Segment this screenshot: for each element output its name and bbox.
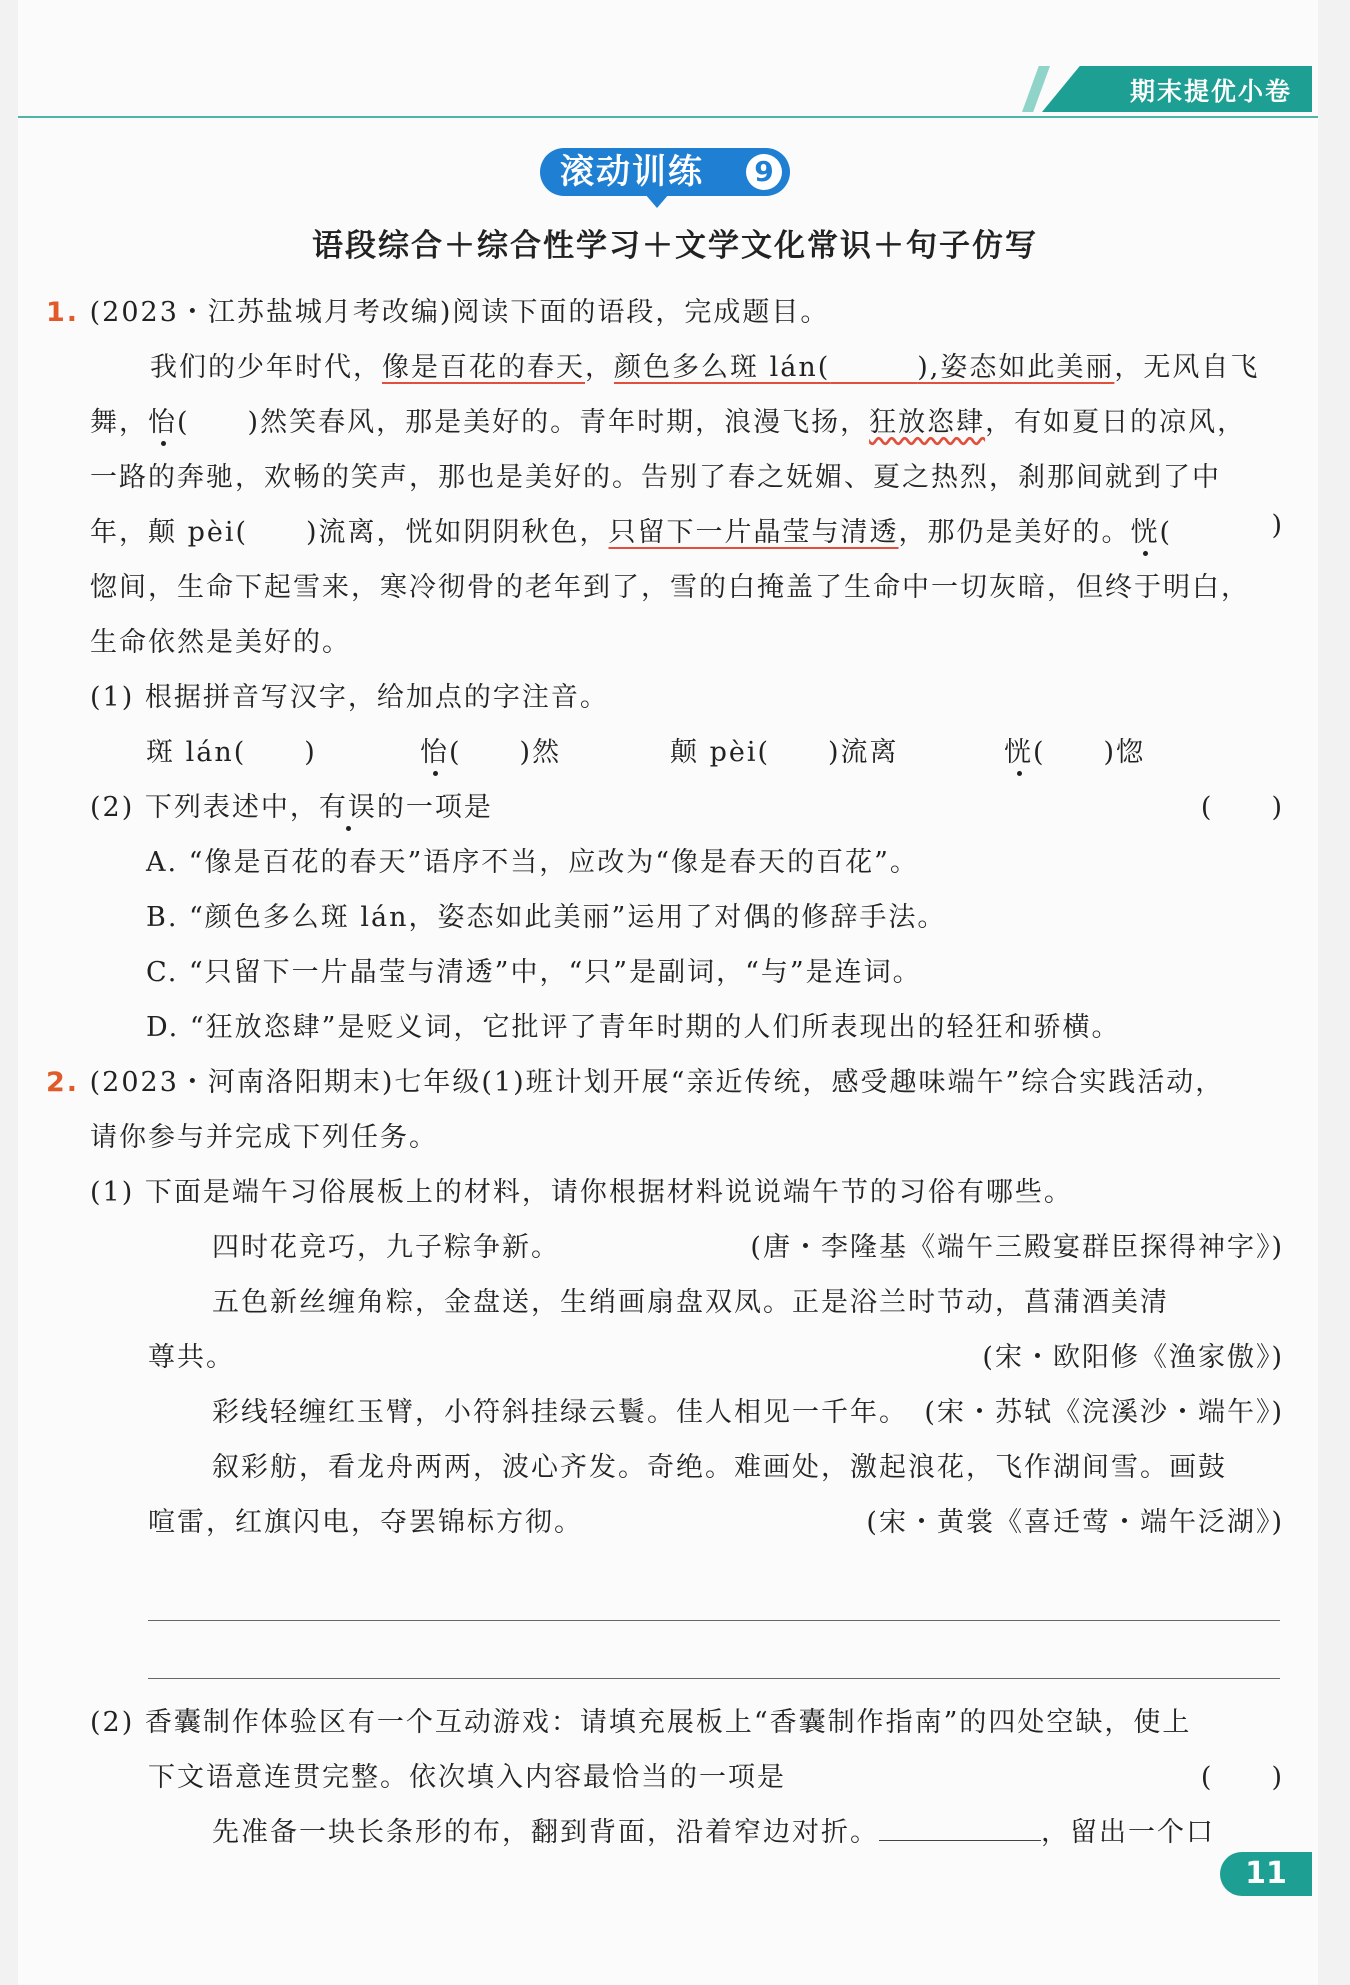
poem-2-line-1: 五色新丝缠角粽，金盘送，生绡画扇盘双凤。正是浴兰时节动，菖蒲酒美清 [212, 1287, 1169, 1318]
poem-2-source: (宋・欧阳修《渔家傲》) [982, 1342, 1284, 1373]
fill-paren: ( )然 [449, 737, 562, 768]
fill-paren: ( )惚 [1033, 737, 1146, 768]
poem-3: 彩线轻缠红玉臂，小符斜挂绿云鬟。佳人相见一千年。 [212, 1397, 908, 1428]
q1-fill-3: 颠 pèi( )流离 [670, 737, 899, 768]
passage-text: ( )然笑春风，那是美好的。青年时期，浪漫飞扬， [177, 407, 870, 438]
q1-passage-line-3: 一路的奔驰，欢畅的笑声，那也是美好的。告别了春之妩媚、夏之热烈，刹那间就到了中 [90, 462, 1221, 493]
q1-fill-4 [1004, 730, 1145, 769]
passage-text: ( [1159, 517, 1173, 548]
section-title: 滚动训练 [560, 152, 704, 192]
page-number: 11 [1220, 1852, 1312, 1896]
passage-text: 我们的少年时代， [150, 352, 382, 383]
header-rule [18, 116, 1318, 118]
dotted-char: 恍 [1004, 737, 1033, 768]
poem-3-source: (宋・苏轼《浣溪沙・端午》) [924, 1397, 1284, 1428]
q1-passage-line-1 [150, 345, 1259, 384]
q2-sub1-prompt: (1) 下面是端午习俗展板上的材料，请你根据材料说说端午节的习俗有哪些。 [90, 1177, 1073, 1208]
q1-option-a: A. “像是百花的春天”语序不当，应改为“像是春天的百花”。 [146, 847, 919, 878]
passage-text: ， [585, 352, 614, 383]
section-subtitle: 语段综合＋综合性学习＋文学文化常识＋句子仿写 [312, 228, 1038, 264]
section-number: 9 [746, 154, 782, 190]
poem-4-line-2: 喧雷，红旗闪电，夺罢锦标方彻。 [148, 1507, 583, 1538]
q1-number: 1. [46, 297, 80, 328]
guide-text [212, 1810, 1215, 1849]
q1-passage-line-4-close: ) [1271, 510, 1284, 541]
poem-1: 四时花竞巧，九子粽争新。 [212, 1232, 560, 1263]
guide-text-b: ，留出一个口 [1041, 1817, 1215, 1848]
poem-4-line-1: 叙彩舫，看龙舟两两，波心齐发。奇绝。难画处，激起浪花，飞作湖间雪。画鼓 [212, 1452, 1227, 1483]
q2-header [46, 1060, 1224, 1099]
passage-text: 舞， [90, 407, 148, 438]
passage-text: ，那仍是美好的。 [898, 517, 1131, 548]
q2-line-2: 请你参与并完成下列任务。 [90, 1122, 438, 1153]
dotted-char: 怡 [420, 737, 449, 768]
q1-passage-line-5: 惚间，生命下起雪来，寒冷彻骨的老年到了，雪的白掩盖了生命中一切灰暗，但终于明白， [90, 572, 1250, 603]
poem-4-source: (宋・黄裳《喜迁莺・端午泛湖》) [866, 1507, 1284, 1538]
poem-2-line-2: 尊共。 [148, 1342, 235, 1373]
q2-number: 2. [46, 1067, 80, 1098]
prompt-text: (2) 下列表述中， [90, 792, 319, 823]
guide-text-a: 先准备一块长条形的布，翻到背面，沿着窄边对折。 [212, 1817, 879, 1848]
dotted-emphasis: 有误 [318, 792, 377, 823]
q2-sub2-answer-paren: ( ) [1200, 1762, 1284, 1793]
q1-option-c: C. “只留下一片晶莹与清透”中，“只”是副词，“与”是连词。 [146, 957, 922, 988]
q1-passage-line-4 [90, 510, 1172, 549]
q1-option-d: D. “狂放恣肆”是贬义词，它批评了青年时期的人们所表现出的轻狂和骄横。 [146, 1012, 1121, 1043]
poem-1-source: (唐・李隆基《端午三殿宴群臣探得神字》) [750, 1232, 1284, 1263]
q1-sub1-prompt: (1) 根据拼音写汉字，给加点的字注音。 [90, 682, 609, 713]
q1-header [46, 290, 829, 329]
q2-sub2-line-2: 下文语意连贯完整。依次填入内容最恰当的一项是 [148, 1762, 786, 1793]
q2-line-1: (2023・河南洛阳期末)七年级(1)班计划开展“亲近传统，感受趣味端午”综合实践活动， [89, 1067, 1225, 1098]
answer-line-1[interactable] [148, 1620, 1280, 1621]
passage-text: ，有如夏日的凉风， [985, 407, 1247, 438]
passage-text: ，无风自飞 [1114, 352, 1260, 383]
guide-blank[interactable] [879, 1839, 1041, 1841]
q1-source: (2023・江苏盐城月考改编)阅读下面的语段，完成题目。 [89, 297, 830, 328]
passage-text: 年，颠 pèi( )流离，恍如阴阴秋色， [90, 517, 609, 548]
q1-passage-line-6: 生命依然是美好的。 [90, 627, 351, 658]
answer-line-2[interactable] [148, 1678, 1280, 1679]
q1-sub2-prompt [90, 785, 493, 824]
q1-option-b: B. “颜色多么斑 lán，姿态如此美丽”运用了对偶的修辞手法。 [146, 902, 947, 933]
prompt-text: 的一项是 [376, 792, 493, 823]
passage-underline: 只留下一片晶莹与清透 [608, 517, 899, 548]
q1-fill-1: 斑 lán( ) [146, 737, 317, 768]
dotted-char: 怡 [148, 407, 177, 438]
dotted-char: 恍 [1130, 517, 1160, 548]
q1-fill-2 [420, 730, 561, 769]
title-badge-pointer [645, 194, 669, 208]
header-tag-label: 期末提优小卷 [1129, 77, 1292, 106]
q2-sub2-line-1: (2) 香囊制作体验区有一个互动游戏：请填充展板上“香囊制作指南”的四处空缺，使上 [90, 1707, 1192, 1738]
passage-underline: 颜色多么斑 lán( ),姿态如此美丽 [614, 352, 1115, 383]
q1-passage-line-2 [90, 400, 1246, 439]
passage-underline: 像是百花的春天 [382, 352, 585, 383]
passage-wavy-underline: 狂放恣肆 [869, 407, 986, 438]
q1-sub2-answer-paren: ( ) [1200, 792, 1284, 823]
section-title-badge [540, 148, 790, 196]
